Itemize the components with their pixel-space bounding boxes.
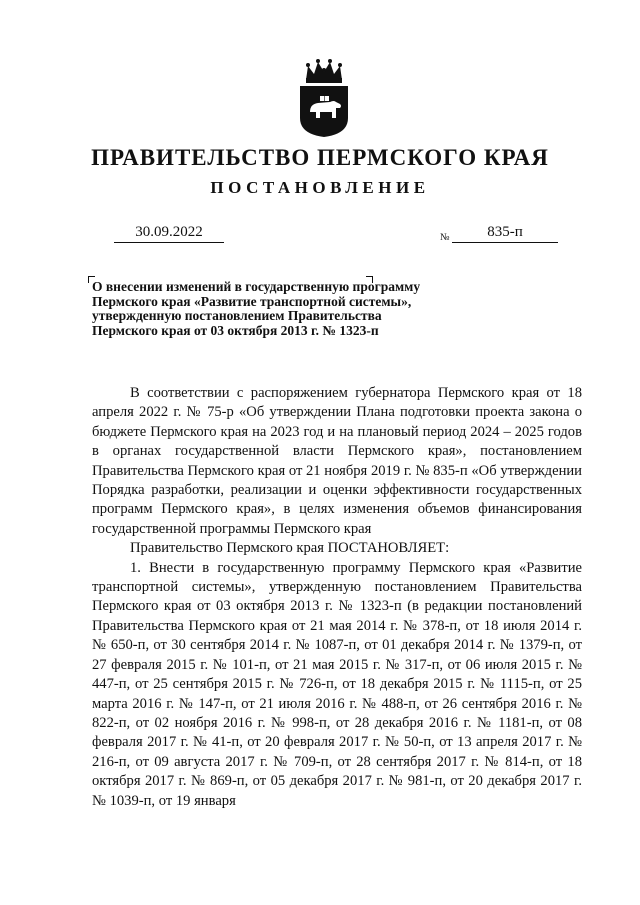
- document-body: [92, 384, 582, 811]
- government-title: ПРАВИТЕЛЬСТВО ПЕРМСКОГО КРАЯ: [91, 145, 549, 170]
- perm-krai-coat-of-arms-bear-icon: [294, 58, 354, 138]
- document-number: 835-п: [452, 224, 558, 243]
- document-date: 30.09.2022: [114, 224, 224, 243]
- resolution-paragraph: Правительство Пермского края ПОСТАНОВЛЯЕТ:: [130, 540, 450, 557]
- document-subject: О внесении изменений в государственную программу Пермского края «Развитие транспортной системы», утвержденную постановлением Правительства Пермского края от 03 октября 2013 г. № 1323-п: [92, 279, 421, 338]
- preamble-paragraph: В соответствии с распоряжением губернатора Пермского края от 18 апреля 2022 г. № 75-р «Об утверждении Плана подготовки проекта закона о бюджете Пермского края на 2023 год и на плановый период 2024 – 2025 годов в органах государственной власти Пермского края», постановлением Правительства Пермского края от 21 ноября 2019 г. № 835-п «Об утверждении Порядка разработки, реализации и оценки эффективности государственных программ Пермского края», в целях изменения объемов финансирования государственной программы Пермского края: [92, 385, 582, 537]
- document-type: ПОСТАНОВЛЕНИЕ: [210, 178, 430, 197]
- number-label: №: [440, 232, 450, 243]
- item-1-paragraph: 1. Внести в государственную программу Пермского края «Развитие транспортной системы», утвержденную постановлением Правительства Пермского края от 03 октября 2013 г. № 1323-п (в редакции постановлений Правительства Пермского края от 21 мая 2014 г. № 378-п, от 18 июля 2014 г. № 650-п, от 30 сентября 2014 г. № 1087-п, от 01 декабря 2014 г. № 1379-п, от 27 февраля 2015 г. № 101-п, от 21 мая 2015 г. № 317-п, от 06 июля 2015 г. № 447-п, от 25 сентября 2015 г. № 726-п, от 18 декабря 2015 г. № 1115-п, от 25 марта 2016 г. № 147-п, от 21 июля 2016 г. № 488-п, от 26 сентября 2016 г. № 822-п, от 02 ноября 2016 г. № 998-п, от 28 декабря 2016 г. № 1181-п, от 08 февраля 2017 г. № 41-п, от 20 февраля 2017 г. № 50-п, от 13 апреля 2017 г. № 216-п, от 09 августа 2017 г. № 709-п, от 28 сентября 2017 г. № 814-п, от 18 октября 2017 г. № 869-п, от 05 декабря 2017 г. № 981-п, от 20 декабря 2017 г. № 1039-п, от 19 января: [92, 559, 582, 809]
